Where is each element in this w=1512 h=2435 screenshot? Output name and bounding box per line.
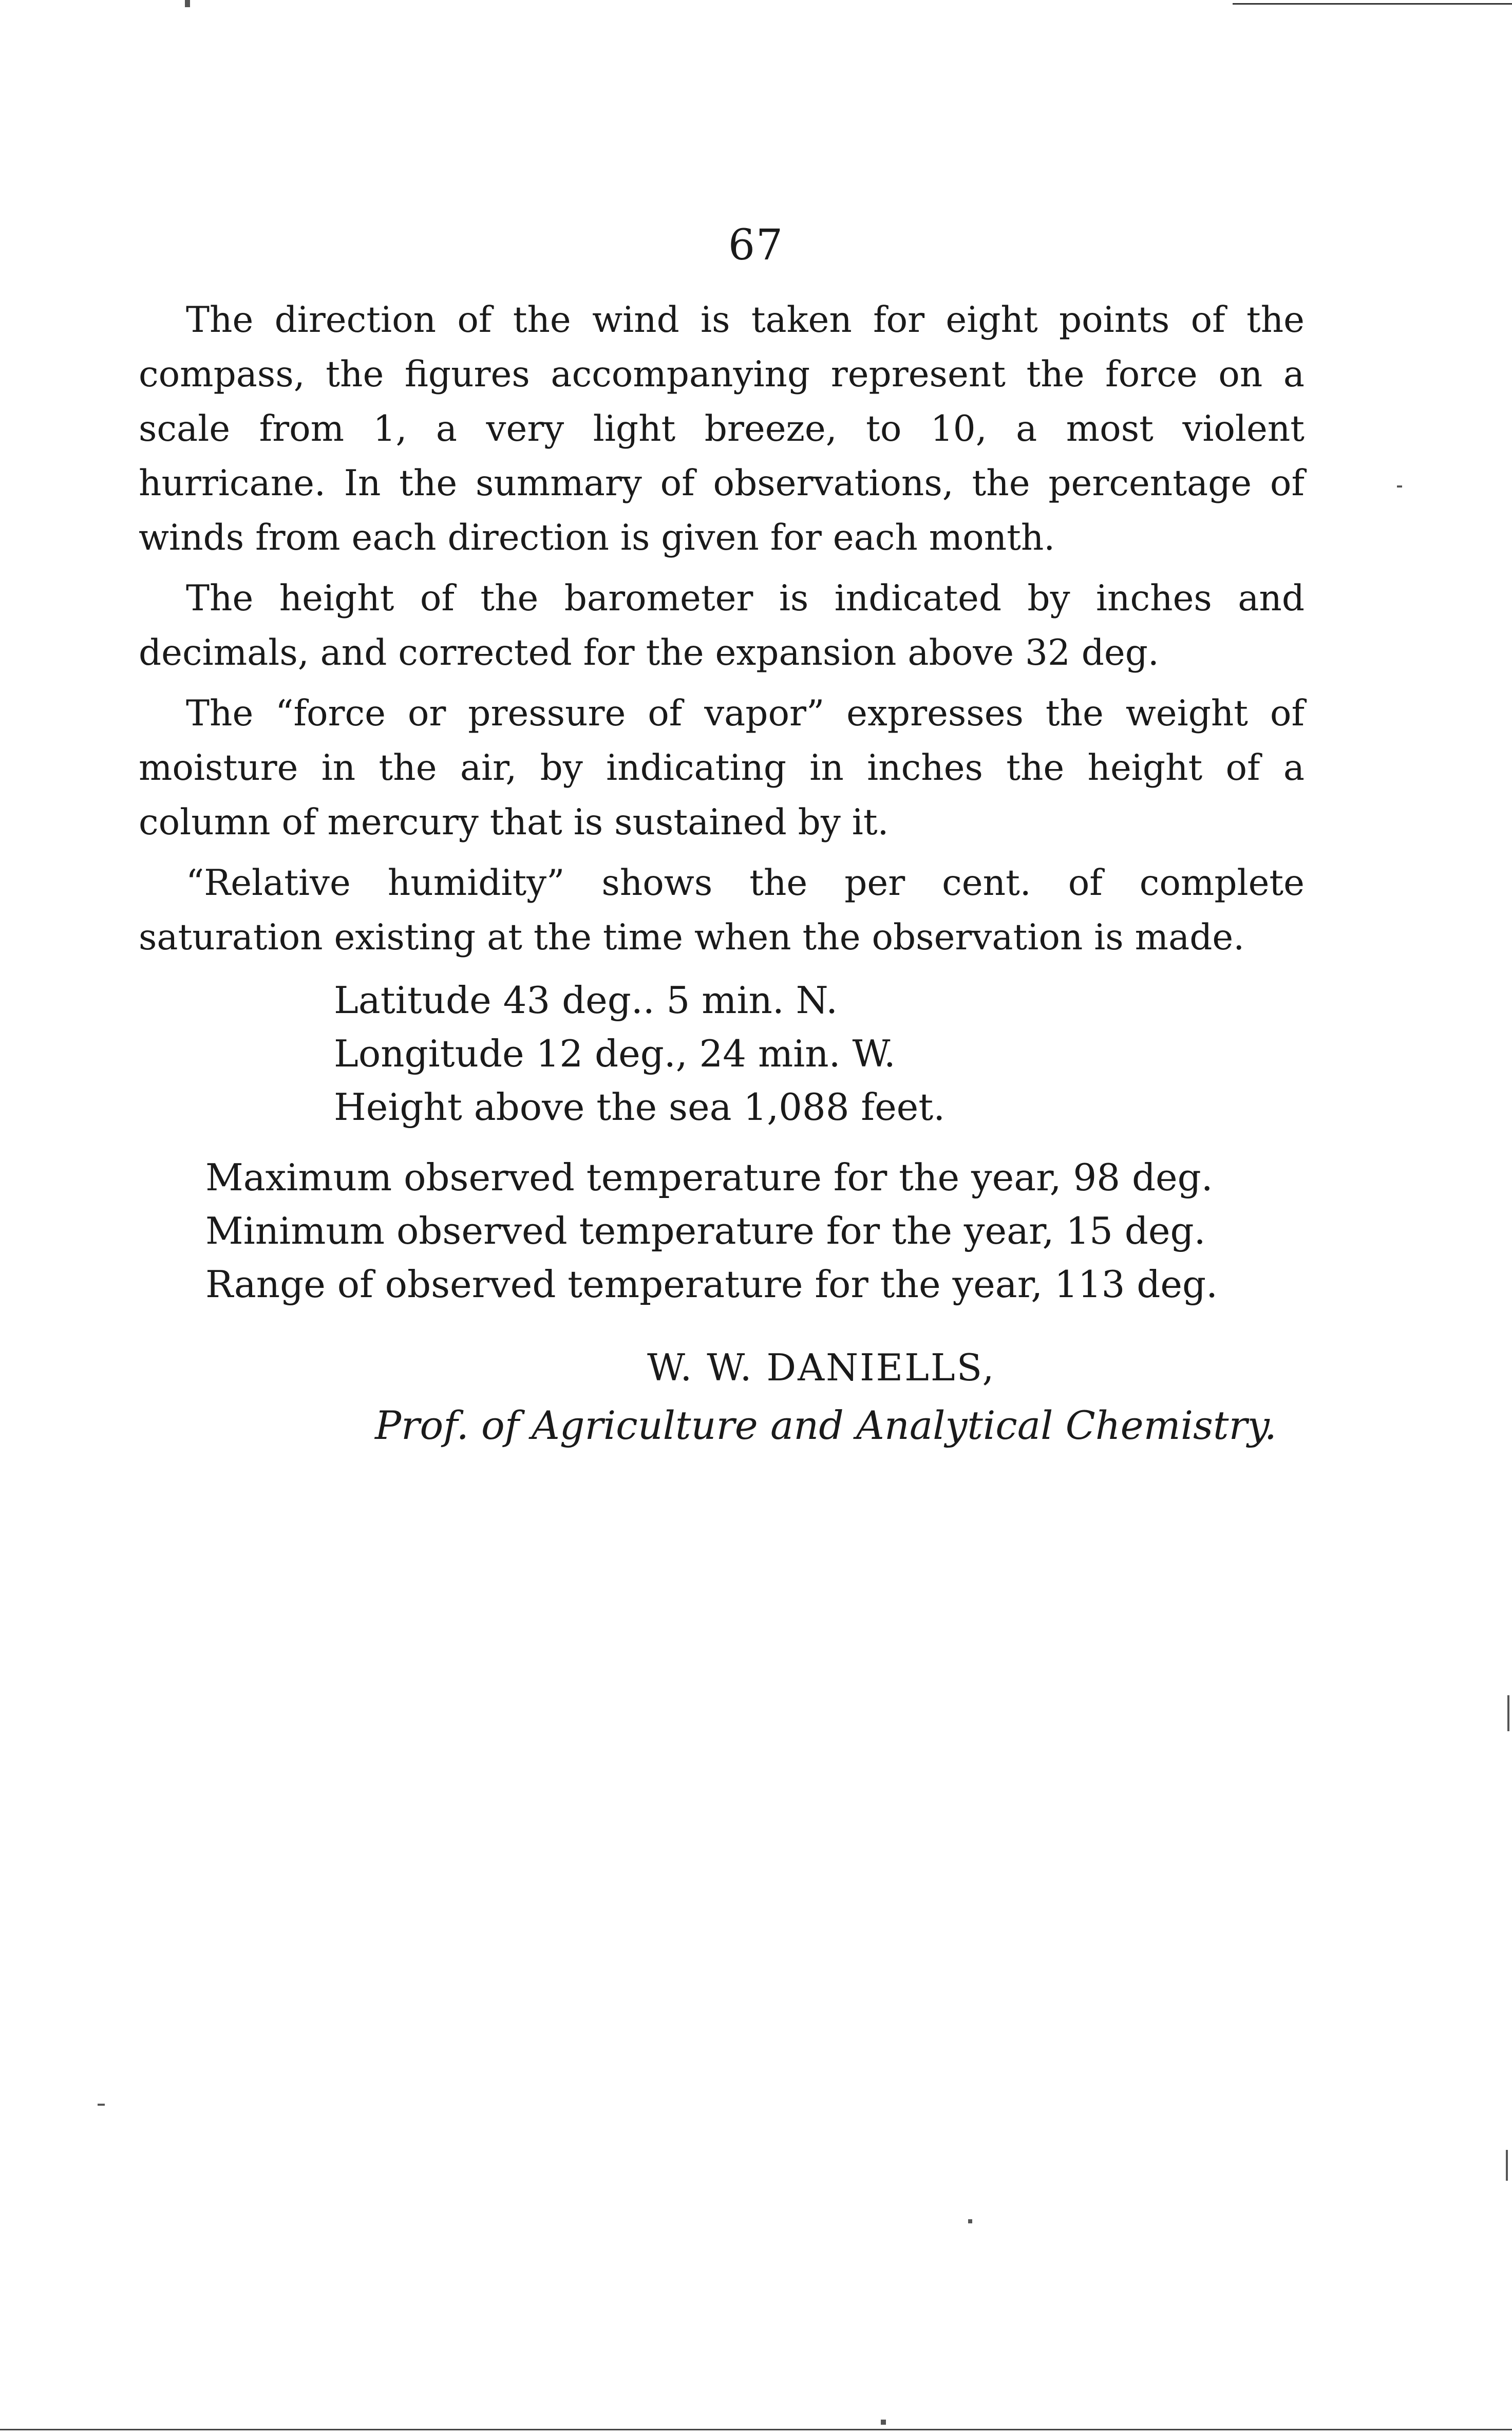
paragraph-barometer: The height of the barometer is indicated by inches and decimals, and corrected for the expansion above 32 deg. <box>139 578 1305 673</box>
temperature-block <box>205 1151 1218 1311</box>
longitude-line: Longitude 12 deg., 24 min. W. <box>334 1032 896 1075</box>
top-edge-rule <box>1233 3 1512 5</box>
signature-name: W. W. DANIELLS, <box>647 1346 996 1389</box>
min-temperature-line: Minimum observed temperature for the year, 15 deg. <box>205 1209 1206 1252</box>
scan-speck <box>1507 1695 1509 1731</box>
latitude-line: Latitude 43 deg.. 5 min. N. <box>334 979 838 1022</box>
body-text <box>139 293 1305 971</box>
page-number: 67 <box>728 221 784 270</box>
scan-speck <box>1397 485 1402 488</box>
paragraph-wind-direction: The direction of the wind is taken for eight points of the compass, the figures accompanying represent the force on a scale from 1, a very light breeze, to 10, a most violent hurricane. In the summary of observations, the percentage of winds from each direction is given for each month. <box>139 299 1305 558</box>
scan-speck <box>881 2420 886 2425</box>
signature-title: Prof. of Agriculture and Analytical Chemistry. <box>375 1402 1277 1448</box>
range-temperature-line: Range of observed temperature for the year, 113 deg. <box>205 1263 1218 1306</box>
bottom-edge-rule <box>0 2429 1512 2430</box>
paragraph-relative-humidity: “Relative humidity” shows the per cent. of complete saturation existing at the time when the observation is made. <box>139 863 1305 958</box>
paragraph-vapor-pressure: The “force or pressure of vapor” expresses the weight of moisture in the air, by indicating in inches the height of a column of mercury that is sustained by it. <box>139 693 1305 843</box>
max-temperature-line: Maximum observed temperature for the year, 98 deg. <box>205 1156 1213 1199</box>
scan-speck <box>185 0 190 7</box>
height-line: Height above the sea 1,088 feet. <box>334 1085 946 1129</box>
scan-speck <box>1506 2150 1508 2181</box>
location-block <box>334 973 945 1134</box>
scan-speck <box>98 2104 105 2106</box>
scan-speck <box>968 2219 972 2223</box>
